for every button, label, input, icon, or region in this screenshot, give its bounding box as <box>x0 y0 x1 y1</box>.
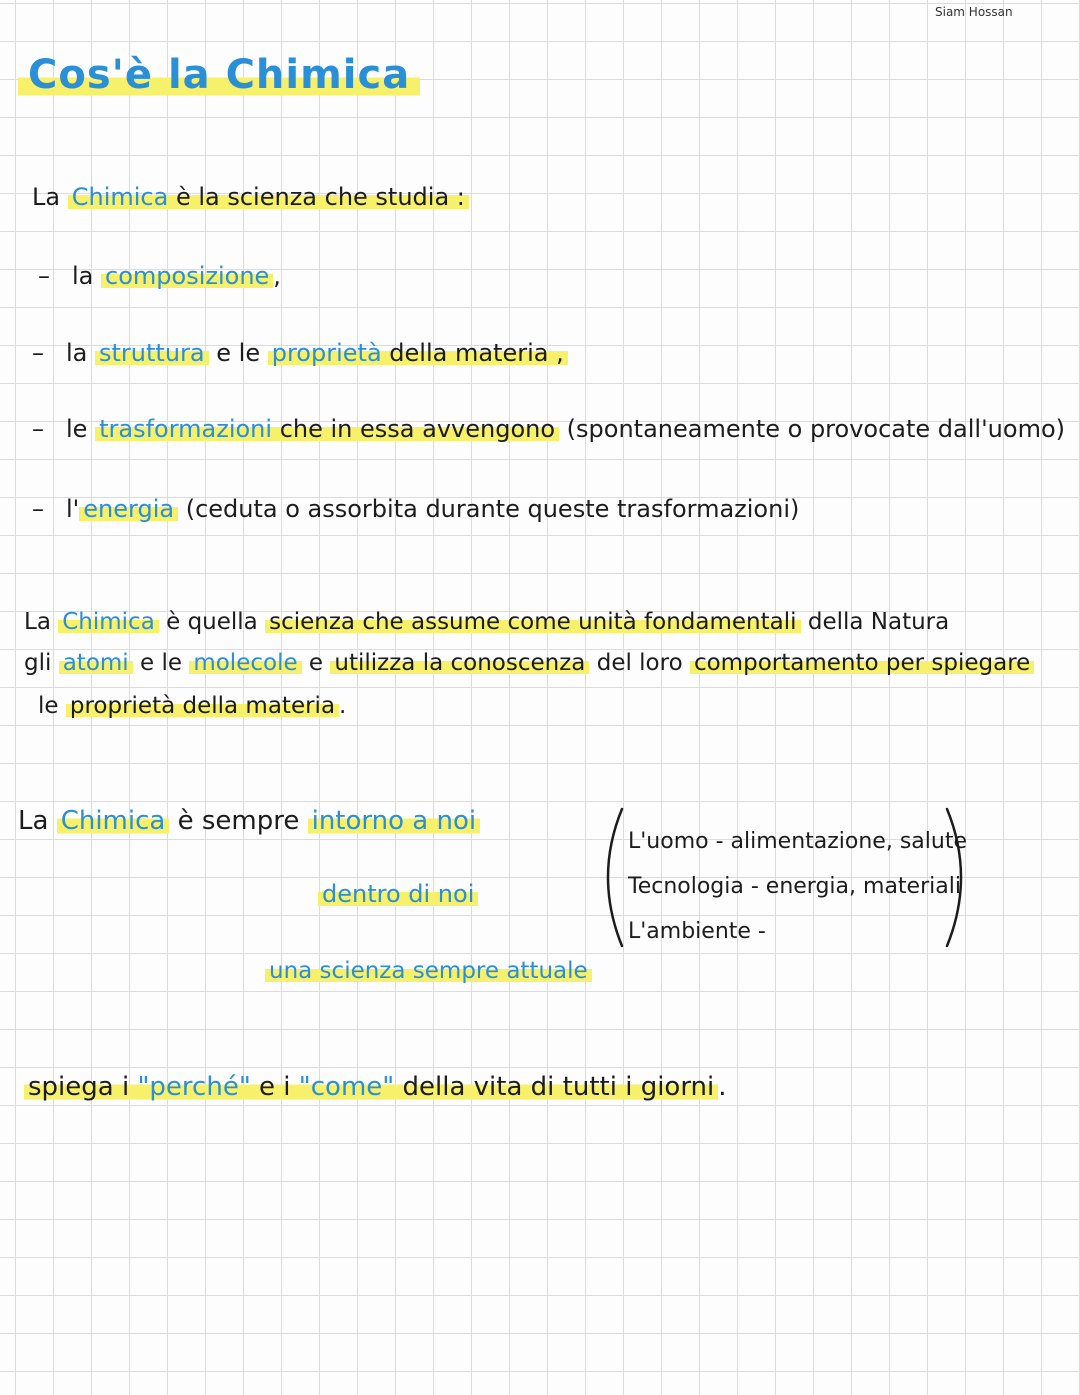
always-la: La <box>18 806 49 836</box>
term-trasformazioni: trasformazioni <box>99 415 273 443</box>
p2-b: e le <box>140 650 183 676</box>
item-1-pre: la <box>72 262 94 290</box>
p1-c: scienza che assume come unità fondamentali <box>265 609 800 635</box>
term-struttura: struttura <box>95 339 209 367</box>
closing-b: e i <box>259 1072 291 1102</box>
term-composizione: composizione <box>101 262 273 290</box>
definition-item-energia: – l' energia (ceduta o assorbita durante queste trasformazioni) <box>32 495 800 523</box>
author-name: Siam Hossan <box>935 5 1013 19</box>
p2-atomi: atomi <box>59 650 133 676</box>
always-chimica: Chimica <box>57 806 170 836</box>
closing-c: della vita di tutti i giorni <box>402 1072 715 1102</box>
p2-e: del loro <box>596 650 683 676</box>
definition-item-struttura: – la struttura e le proprietà della materia , <box>32 339 568 367</box>
intro-la: La <box>32 183 61 211</box>
definition-intro <box>32 183 469 211</box>
item-2-post: della materia , <box>389 339 564 367</box>
list-item-uomo: L'uomo - alimentazione, salute <box>628 829 967 854</box>
item-2-pre: la <box>66 339 88 367</box>
paragraph-line-2 <box>24 650 1034 676</box>
right-parenthesis <box>937 805 977 950</box>
closing-come: "come" <box>298 1072 395 1102</box>
term-proprieta: proprietà <box>271 339 382 367</box>
p1-d: della Natura <box>807 609 950 635</box>
p2-a: gli <box>24 650 52 676</box>
scienza-attuale: una scienza sempre attuale <box>265 958 592 984</box>
item-2-mid: e le <box>216 339 261 367</box>
intro-rest: è la scienza che studia : <box>175 183 465 211</box>
page-title: Cos'è la Chimica <box>18 52 420 98</box>
definition-item-composizione: – la composizione , <box>38 262 281 290</box>
term-energia: energia <box>79 495 178 523</box>
definition-item-trasformazioni: – le trasformazioni che in essa avvengono (spontaneamente o provocate dall'uomo) <box>32 415 1065 443</box>
p2-d: utilizza la conoscenza <box>330 650 589 676</box>
p3-b: proprietà della materia <box>66 693 339 719</box>
p2-c: e <box>308 650 324 676</box>
context-list-group <box>592 805 977 950</box>
paragraph-line-3 <box>38 693 346 719</box>
p1-la: La <box>24 609 51 635</box>
always-line <box>18 806 480 836</box>
page-title-wrap <box>18 52 420 98</box>
p1-b: è quella <box>166 609 258 635</box>
item-3-extra: (spontaneamente o provocate dall'uomo) <box>566 415 1065 443</box>
always-mid: è sempre <box>177 806 300 836</box>
list-item-ambiente: L'ambiente - <box>628 919 766 944</box>
closing-perche: "perché" <box>137 1072 251 1102</box>
p3-a: le <box>38 693 59 719</box>
item-1-post: , <box>273 262 281 290</box>
closing-a: spiega i <box>28 1072 130 1102</box>
p1-chimica: Chimica <box>58 609 159 635</box>
dentro-di-noi: dentro di noi <box>318 880 478 908</box>
item-3-post: che in essa avvengono <box>279 415 556 443</box>
left-parenthesis <box>592 805 632 950</box>
dentro-di-noi-wrap <box>318 880 478 908</box>
context-list <box>628 819 967 954</box>
p2-molecole: molecole <box>189 650 301 676</box>
scienza-attuale-wrap <box>265 958 592 984</box>
p3-c: . <box>339 693 347 719</box>
closing-line <box>24 1072 727 1102</box>
intorno-a-noi: intorno a noi <box>308 806 481 836</box>
paragraph-line-1 <box>24 609 949 635</box>
list-item-tecnologia: Tecnologia - energia, materiali <box>628 874 961 899</box>
item-3-pre: le <box>66 415 88 443</box>
intro-chimica: Chimica <box>71 183 169 211</box>
item-4-post: (ceduta o assorbita durante queste trasformazioni) <box>185 495 800 523</box>
item-4-pre: l' <box>66 495 80 523</box>
closing-d: . <box>718 1072 727 1102</box>
p2-f: comportamento per spiegare <box>690 650 1034 676</box>
